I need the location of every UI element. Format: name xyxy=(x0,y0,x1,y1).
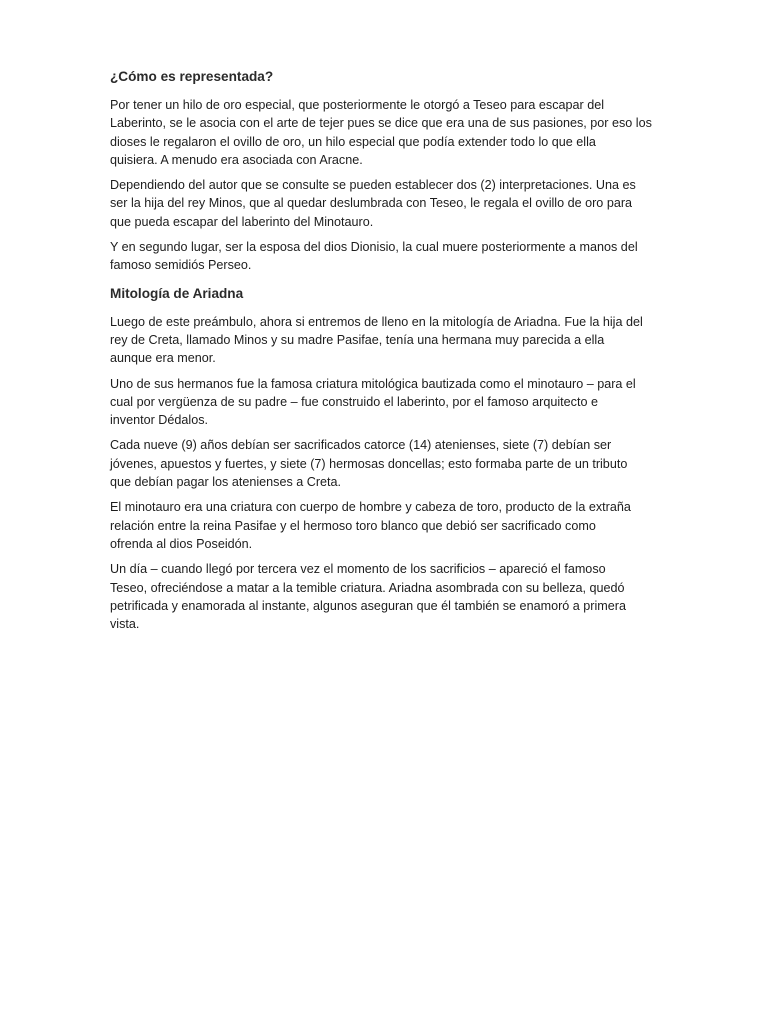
section-heading-mythology: Mitología de Ariadna xyxy=(110,285,244,301)
paragraph-minotaur-brother: Uno de sus hermanos fue la famosa criatura mitológica bautizada como el minotauro – para el cual por vergüenza de su padre – fue construido el laberinto, por el famoso arquitecto e inventor Dédalos. xyxy=(110,376,636,428)
document-body xyxy=(110,67,662,640)
section-heading-representation: ¿Cómo es representada? xyxy=(110,69,274,84)
paragraph-dionysus: Y en segundo lugar, ser la esposa del dios Dionisio, la cual muere posteriormente a manos del famoso semidiós Perseo. xyxy=(110,240,638,273)
paragraph-minotaur-origin: El minotauro era una criatura con cuerpo de hombre y cabeza de toro, producto de la extraña relación entre la reina Pasifae y el hermoso toro blanco que debió ser sacrificado como ofrenda al dios Poseidón. xyxy=(110,500,631,551)
paragraph-theseus-arrival: Un día – cuando llegó por tercera vez el momento de los sacrificios – apareció el famoso Teseo, ofreciéndose a matar a la temible criatura. Ariadna asombrada con su belleza, quedó petrificada y enamorada al instante, algunos aseguran que él también se enamoró a primera vista. xyxy=(110,562,626,632)
paragraph-preamble: Luego de este preámbulo, ahora si entremos de lleno en la mitología de Ariadna. Fue la hija del rey de Creta, llamado Minos y su madre Pasifae, tenía una hermana muy parecida a ella aunque era menor. xyxy=(110,314,643,366)
paragraph-tribute: Cada nueve (9) años debían ser sacrificados catorce (14) atenienses, siete (7) debían ser jóvenes, apuestos y fuertes, y siete (7) hermosas doncellas; esto formaba parte de un tributo que debían pagar los atenienses a Creta. xyxy=(110,438,628,490)
paragraph-interpretations: Dependiendo del autor que se consulte se pueden establecer dos (2) interpretaciones. Una es ser la hija del rey Minos, que al quedar deslumbrada con Teseo, le regala el ovillo de oro para que pueda escapar del laberinto del Minotauro. xyxy=(110,178,636,229)
paragraph-golden-thread: Por tener un hilo de oro especial, que posteriormente le otorgó a Teseo para escapar del Laberinto, se le asocia con el arte de tejer pues se dice que era una de sus pasiones, por eso los dioses le regalaron el ovillo de oro, un hilo especial que podía extender todo lo que ella quisiera. A menudo era asociada con Aracne. xyxy=(110,98,652,167)
